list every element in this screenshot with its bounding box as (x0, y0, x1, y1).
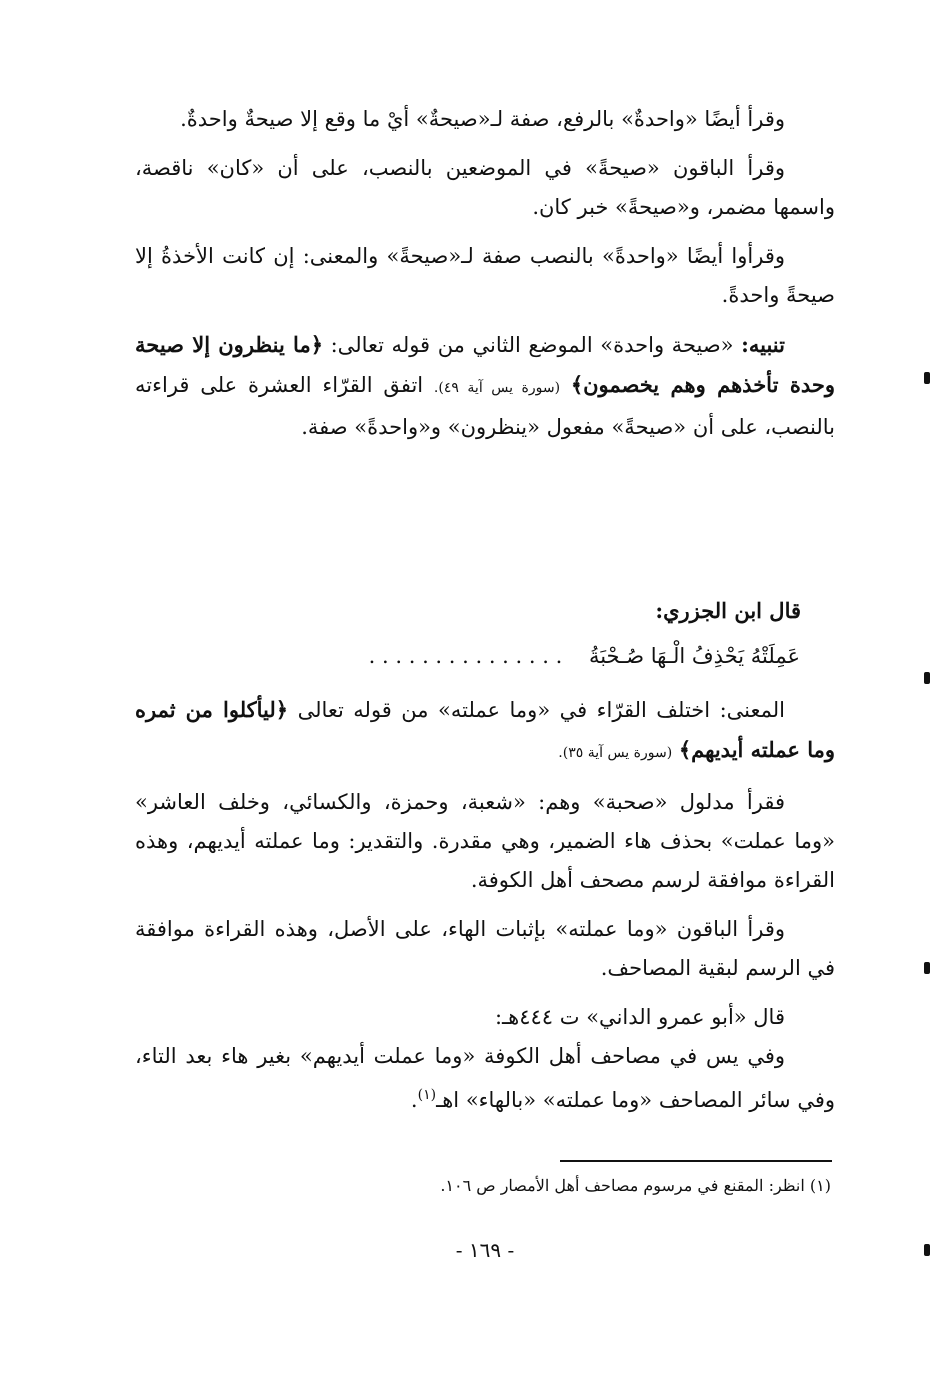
scan-mark (924, 1244, 930, 1256)
paragraph-3: وقرأوا أيضًا «واحدةً» بالنصب صفة لـ«صيحةً» والمعنى: إن كانت الأخذةُ إلا صيحةً واحدةً. (135, 244, 835, 307)
footnote-rule (560, 1160, 832, 1162)
poem-text: عَمِلَتْهُ يَحْذِفُ الْـهَا صُـحْبَةُ (588, 644, 800, 668)
paragraph-1: وقرأ أيضًا «واحدةٌ» بالرفع، صفة لـ«صيحةٌ» أيْ ما وقع إلا صيحةٌ واحدةٌ. (180, 107, 785, 131)
scan-mark (924, 962, 930, 974)
meaning-ref: (سورة يس آية ٣٥). (558, 745, 673, 761)
note-ref: (سورة يس آية ٤٩). (433, 380, 561, 396)
poem-dots: . . . . . . . . . . . . . . . (368, 644, 563, 668)
bottom-text-block (135, 690, 835, 1120)
footnote: (١) انظر: المقنع في مرسوم مصاحف أهل الأمصار ص ١٠٦. (440, 1176, 831, 1195)
page-number: - ١٦٩ - (455, 1238, 515, 1262)
dani-quote: وفي يس في مصاحف أهل الكوفة «وما عملت أيديهم» بغير هاء بعد التاء، وفي سائر المصاحف «وما عملته» «بالهاء» اهـ$^{(١)}$. (135, 1044, 835, 1112)
paragraph-5: وقرأ الباقون «وما عملته» بإثبات الهاء، على الأصل، وهذه القراءة موافقة في الرسم لبقية المصاحف. (135, 917, 835, 980)
note-after: اتفق القرّاء العشرة على قراءته بالنصب، على أن «صيحةً» مفعول «ينظرون» و«واحدةً» صفة. (135, 373, 835, 439)
poet-label: قال ابن الجزري: (655, 598, 801, 623)
note-before-verse: «صيحة واحدة» الموضع الثاني من قوله تعالى: (330, 333, 734, 357)
paragraph-2: وقرأ الباقون «صيحةً» في الموضعين بالنصب، على أن «كان» ناقصة، واسمها مضمر، و«صيحةً» خبر كان. (135, 156, 835, 219)
meaning-paragraph (135, 690, 835, 773)
meaning-before-verse: المعنى: اختلف القرّاء في «وما عملته» من قوله تعالى (297, 698, 785, 722)
paragraph-4: فقرأ مدلول «صحبة» وهم: «شعبة، وحمزة، والكسائي، وخلف العاشر» «وما عملت» بحذف هاء الضمير، وهي مقدرة. والتقدير: وما عملته أيديهم، وهذه القراءة موافقة لرسم مصحف أهل الكوفة. (135, 790, 835, 892)
top-text-block (135, 100, 835, 447)
footnote-ref: (١) (417, 1087, 437, 1103)
dani-text: وفي يس في مصاحف أهل الكوفة «وما عملت أيديهم» بغير هاء بعد التاء، وفي سائر المصاحف «وما عملته» «بالهاء» اهـ (135, 1044, 835, 1112)
note-verse: ﴿ما ينظرون إلا صيحة وحدة تأخذهم وهم يخصمون﴾ (135, 332, 835, 397)
note-paragraph (135, 325, 835, 447)
meaning-verse: ﴿ليأكلوا من ثمره وما عملته أيديهم﴾ (135, 697, 835, 762)
note-label: تنبيه: (741, 332, 785, 357)
scan-mark (924, 672, 930, 684)
dani-label: قال «أبو عمرو الداني» ت ٤٤٤هـ: (494, 1005, 785, 1029)
scan-mark (924, 372, 930, 384)
poem-line (140, 636, 800, 676)
